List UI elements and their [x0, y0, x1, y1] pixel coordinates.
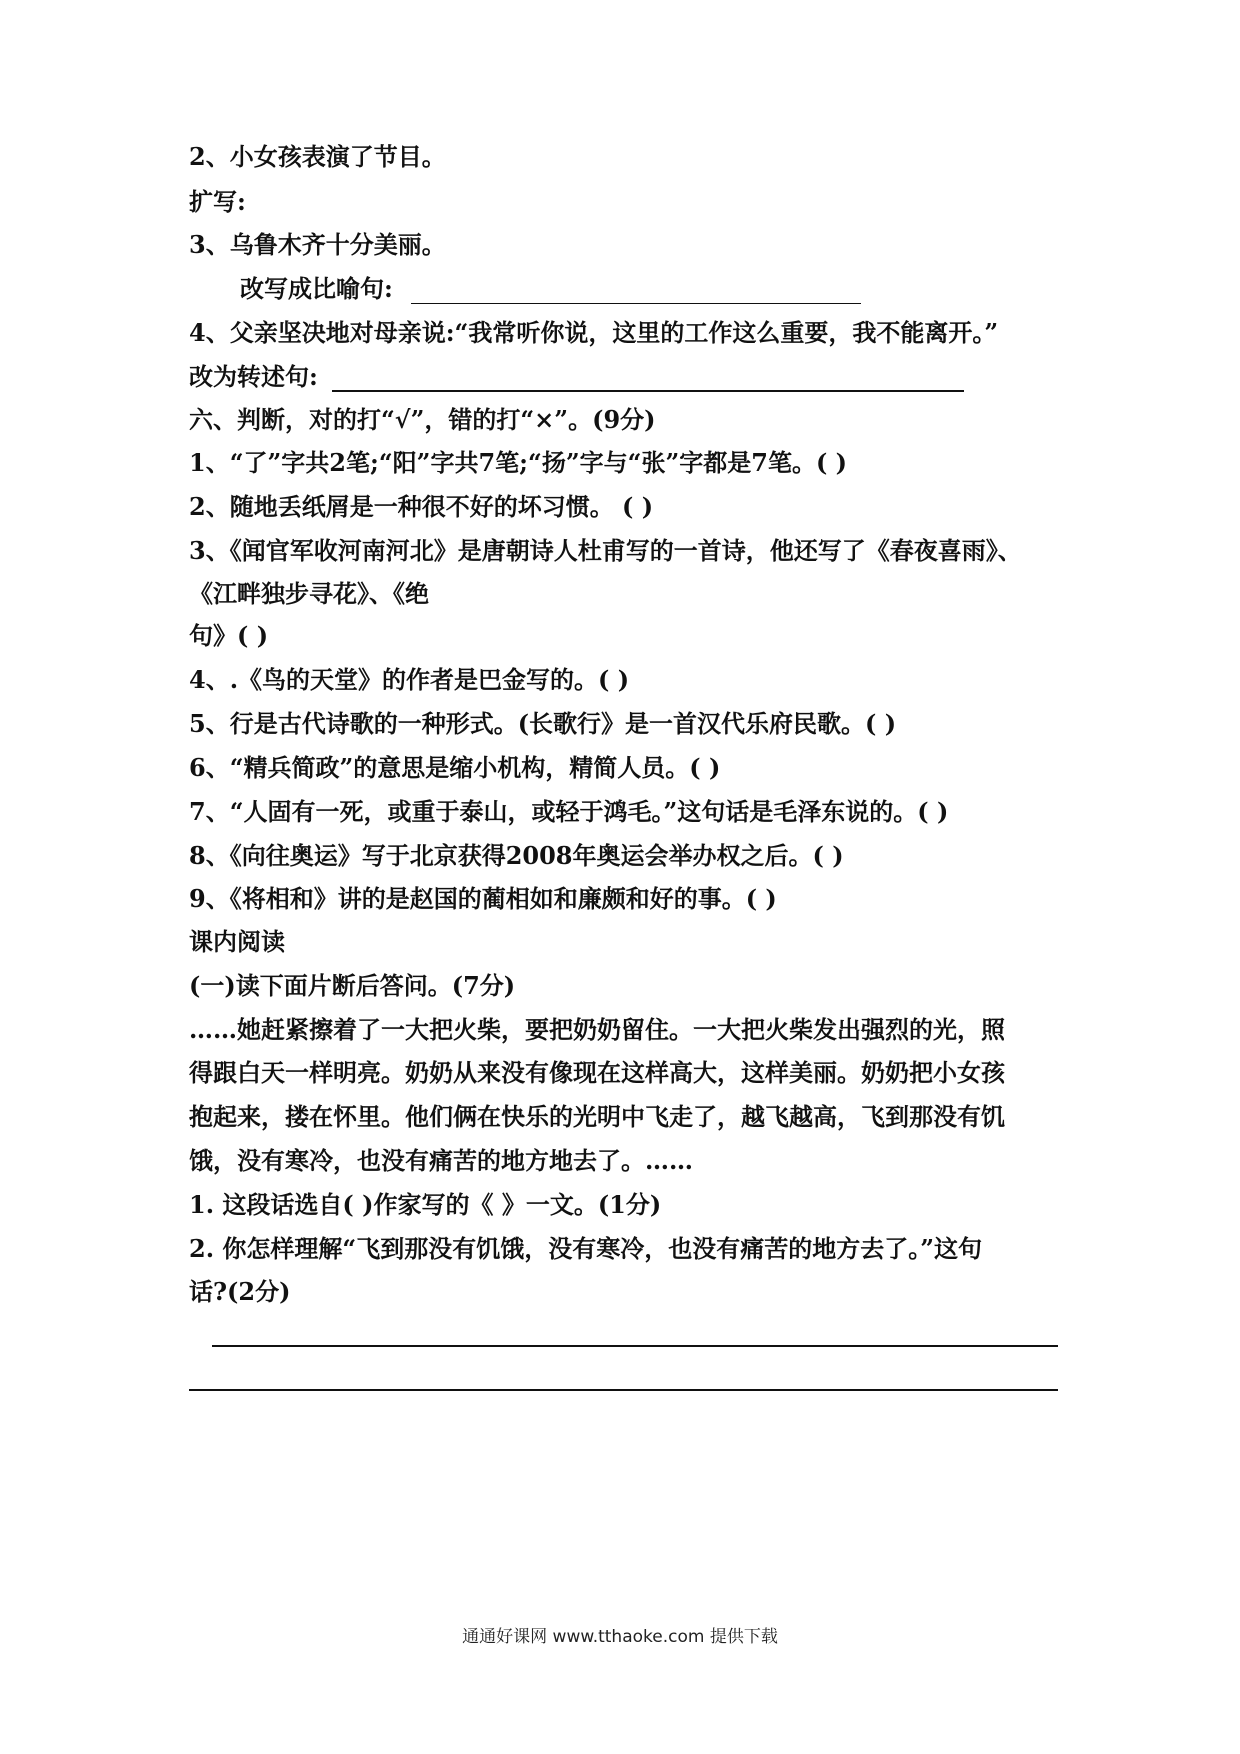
judge-item-4: 4、.《鸟的天堂》的作者是巴金写的。( ): [189, 665, 630, 694]
footer-credit: 通通好课网 www.tthaoke.com 提供下载: [462, 1627, 778, 1647]
reading-section-heading: (一)读下面片断后答问。(7分): [189, 971, 516, 1000]
judge-section-title: 六、判断，对的打“√”，错的打“×”。(9分): [189, 405, 656, 434]
indirect-answer-line[interactable]: [332, 368, 964, 392]
judge-item-5: 5、行是古代诗歌的一种形式。(长歌行》是一首汉代乐府民歌。( ): [189, 709, 897, 738]
expand-label: 扩写:: [189, 187, 246, 216]
judge-item-7: 7、“人固有一死，或重于泰山，或轻于鸿毛。”这句话是毛泽东说的。( ): [189, 797, 949, 826]
passage-line-3: 抱起来，搂在怀里。他们俩在快乐的光明中飞走了，越飞越高，飞到那没有饥: [189, 1102, 1005, 1131]
metaphor-answer-line[interactable]: [411, 281, 861, 304]
indirect-label: 改为转述句:: [189, 362, 318, 391]
judge-item-2: 2、随地丢纸屑是一种很不好的坏习惯。 ( ): [189, 492, 654, 521]
metaphor-label: 改写成比喻句:: [240, 274, 393, 303]
reading-question-1: 1. 这段话选自( )作家写的《 》一文。(1分): [189, 1190, 662, 1219]
judge-item-6: 6、“精兵简政”的意思是缩小机构，精简人员。( ): [189, 753, 721, 782]
answer-line-2[interactable]: [189, 1389, 1058, 1391]
answer-line-1[interactable]: [212, 1345, 1058, 1347]
judge-item-3-cont: 《江畔独步寻花》、《绝: [189, 579, 429, 608]
rewrite-question-4: 4、父亲坚决地对母亲说:“我常听你说，这里的工作这么重要，我不能离开。”: [189, 318, 999, 347]
judge-item-3: 3、《闻官军收河南河北》是唐朝诗人杜甫写的一首诗，他还写了《春夜喜雨》、: [189, 536, 1022, 565]
judge-item-1: 1、“了”字共2笔;“阳”字共7笔;“扬”字与“张”字都是7笔。( ): [189, 448, 848, 477]
metaphor-row: [240, 274, 861, 304]
passage-line-1: ……她赶紧擦着了一大把火柴，要把奶奶留住。一大把火柴发出强烈的光，照: [189, 1015, 1005, 1044]
judge-item-3-end: 句》( ): [189, 621, 269, 650]
reading-title: 课内阅读: [189, 927, 285, 956]
rewrite-question-2: 2、小女孩表演了节目。: [189, 142, 446, 171]
indirect-row: [189, 362, 964, 392]
judge-item-9: 9、《将相和》讲的是赵国的蔺相如和廉颇和好的事。( ): [189, 884, 777, 913]
reading-question-2: 2. 你怎样理解“飞到那没有饥饿，没有寒冷，也没有痛苦的地方去了。”这句: [189, 1234, 983, 1263]
judge-item-8: 8、《向往奥运》写于北京获得2008年奥运会举办权之后。( ): [189, 841, 844, 870]
reading-question-2-cont: 话?(2分): [189, 1277, 291, 1306]
passage-line-4: 饿，没有寒冷，也没有痛苦的地方地去了。……: [189, 1146, 693, 1175]
rewrite-question-3: 3、乌鲁木齐十分美丽。: [189, 230, 446, 259]
passage-line-2: 得跟白天一样明亮。奶奶从来没有像现在这样高大，这样美丽。奶奶把小女孩: [189, 1058, 1005, 1087]
